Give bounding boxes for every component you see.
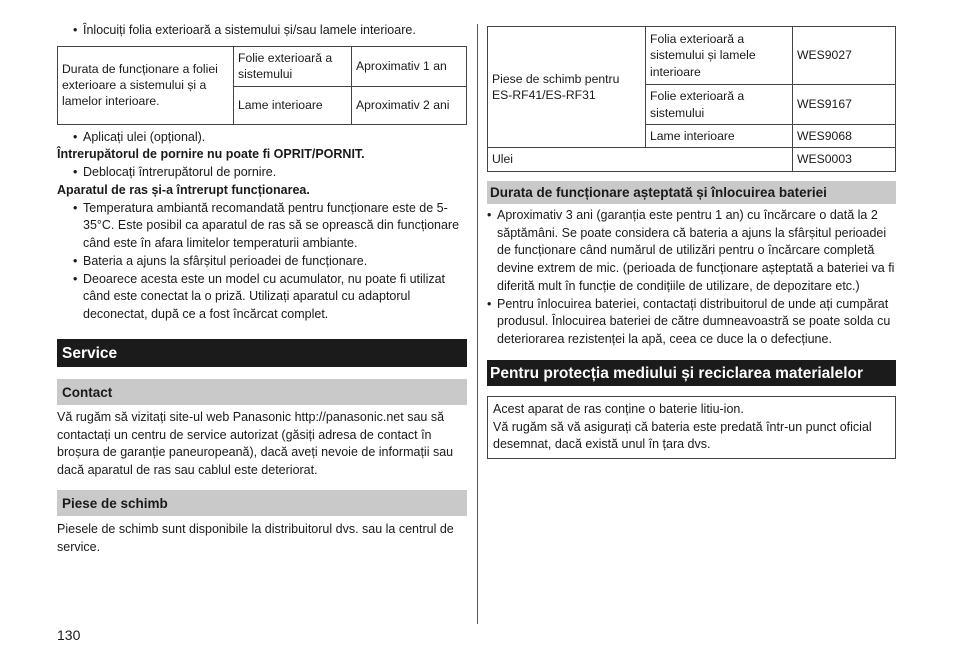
parts-text: Piesele de schimb sunt disponibile la distribuitorul dvs. sau la centrul de service. bbox=[57, 521, 454, 554]
battery-bullet-lifetime: • Aproximativ 3 ani (garanția este pentru 1 an) cu încărcare o dată la 2 săptămâni. Se poate considera că bateria a ajuns la sfârșitul perioadei de funcționare când numărul de utilizări pentru o încărcare completă devine extrem de mic. (perioada de funcționare așteptată a bateriei va fi diferită mult în funcție de condițiile de utilizare, de depozitare etc.) bbox=[487, 207, 896, 296]
bullet-unlock-switch: • Deblocați întrerupătorul de pornire. bbox=[57, 164, 467, 182]
contact-text: Vă rugăm să vizitați site-ul web Panasonic http://panasonic.net sau să contactați un centru de service autorizat (găsiți adresa de contact în broșura de garanție paneuropeană), dacă aveți nevoie de informații sau dacă aparatul de ras sau cablul este deteriorat. bbox=[57, 409, 454, 478]
section-battery-title: Durata de funcționare așteptată și înlocuirea bateriei bbox=[487, 181, 896, 204]
left-column bbox=[57, 22, 467, 556]
oil-code: WES0003 bbox=[793, 148, 896, 171]
heading-switch: Întrerupătorul de pornire nu poate fi OPRIT/PORNIT. bbox=[57, 147, 365, 162]
spare-parts-table bbox=[487, 26, 896, 172]
battery-bullet-replacement: • Pentru înlocuirea bateriei, contactați distribuitorul de unde ați cumpărat produsul. Înlocuirea bateriei de către dumneavoastră se poate solda cu deteriorarea rezistenței la apă, ceea ce duce la o defecțiune. bbox=[487, 296, 896, 349]
lifetime-row-label: Durata de funcționare a foliei exterioare a sistemului și a lamelor interioare. bbox=[58, 46, 234, 124]
spare-part-3: Lame interioare bbox=[646, 125, 793, 148]
lifetime-time-1: Aproximativ 1 an bbox=[352, 46, 467, 86]
bullet-replace-foil: • Înlocuiți folia exterioară a sistemului și/sau lamele interioare. bbox=[57, 22, 467, 40]
spare-part-2: Folie exterioară a sistemului bbox=[646, 85, 793, 125]
environment-text-1: Acest aparat de ras conține o baterie litiu-ion. bbox=[493, 401, 744, 416]
environment-box bbox=[487, 396, 896, 459]
spare-parts-group-label: Piese de schimb pentru ES-RF41/ES-RF31 bbox=[488, 27, 646, 148]
heading-stopped: Aparatul de ras și-a întrerupt funcționarea. bbox=[57, 182, 310, 197]
lifetime-part-1: Folie exterioară a sistemului bbox=[234, 46, 352, 86]
spare-code-1: WES9027 bbox=[793, 27, 896, 85]
page-number: 130 bbox=[57, 627, 81, 643]
lifetime-part-2: Lame interioare bbox=[234, 86, 352, 124]
section-parts-title: Piese de schimb bbox=[57, 490, 467, 516]
column-divider bbox=[477, 24, 478, 624]
bullet-oil: • Aplicați ulei (opțional). bbox=[57, 129, 467, 147]
right-column bbox=[487, 26, 896, 459]
spare-code-3: WES9068 bbox=[793, 125, 896, 148]
spare-code-2: WES9167 bbox=[793, 85, 896, 125]
lifetime-time-2: Aproximativ 2 ani bbox=[352, 86, 467, 124]
oil-label: Ulei bbox=[488, 148, 793, 171]
spare-part-1: Folia exterioară a sistemului și lamele interioare bbox=[646, 27, 793, 85]
bullet-battery-end: • Bateria a ajuns la sfârșitul perioadei de funcționare. bbox=[57, 253, 467, 271]
bullet-cordless: • Deoarece acesta este un model cu acumulator, nu poate fi utilizat când este conectat la o priză. Utilizați aparatul cu adaptorul deconectat, după ce a fost încărcat complet. bbox=[57, 271, 467, 324]
environment-text-2: Vă rugăm să vă asigurați că bateria este predată într-un punct oficial desemnat, dacă există unul în țara dvs. bbox=[493, 419, 872, 452]
section-contact-title: Contact bbox=[57, 379, 467, 405]
section-environment-title: Pentru protecția mediului și reciclarea materialelor bbox=[487, 360, 896, 386]
lifetime-table bbox=[57, 46, 467, 125]
section-service-title: Service bbox=[57, 339, 467, 367]
bullet-temperature: • Temperatura ambiantă recomandată pentru funcționare este de 5-35°C. Este posibil ca aparatul de ras să se oprească din funcționare când este în afara limitelor temperaturii ambiante. bbox=[57, 200, 467, 253]
